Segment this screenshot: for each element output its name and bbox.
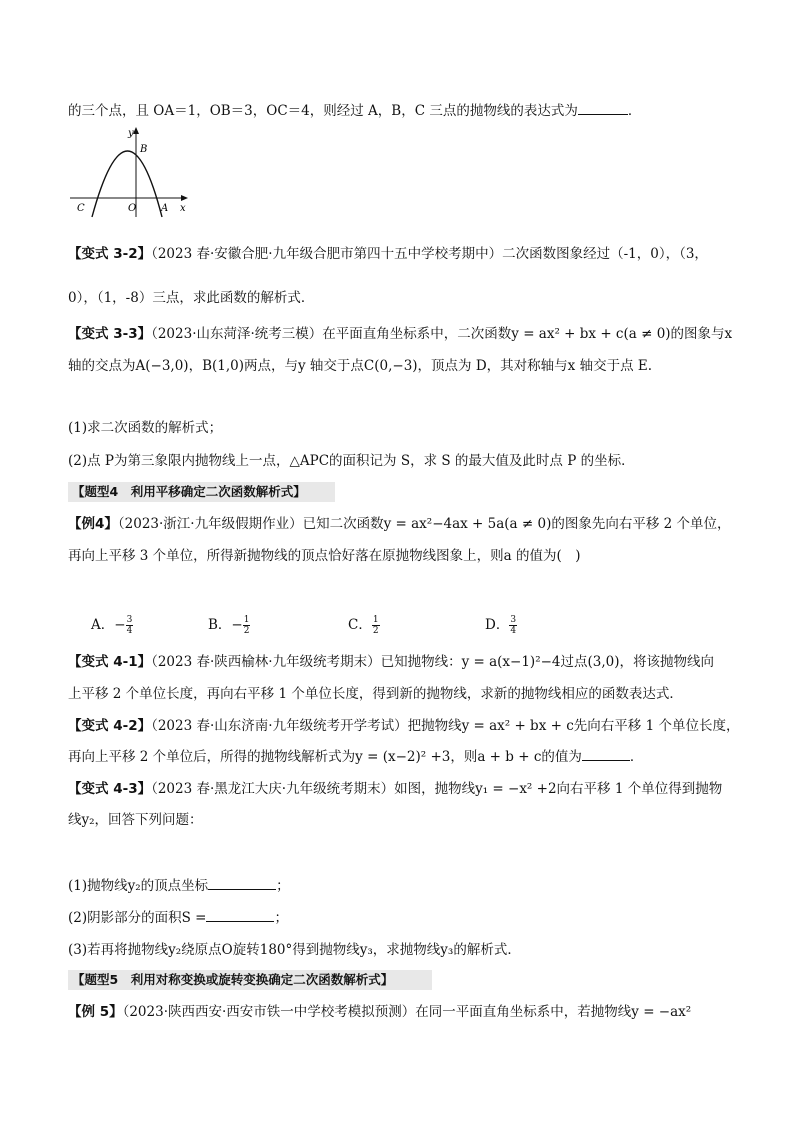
- variant-4-3-q2: (2)阴影部分的面积S = ；: [68, 910, 288, 926]
- variant-4-1-cont: 上平移 2 个单位长度，再向右平移 1 个单位长度，得到新的抛物线，求新的抛物线相应的函数表达式．: [68, 686, 683, 702]
- example-4-cont: 再向上平移 3 个单位，所得新抛物线的顶点恰好落在原抛物线图象上，则a 的值为( ): [68, 548, 581, 564]
- variant-3-2-cont: 0），（1，-8）三点，求此函数的解析式．: [68, 290, 315, 306]
- option-a[interactable]: A．− $\frac{3}{4}$: [91, 615, 133, 636]
- option-c[interactable]: C． $\frac{1}{2}$: [348, 615, 379, 636]
- variant-4-2: 【变式 4-2】（2023 春·山东济南·九年级统考开学考试）把抛物线y = ax² + bx + c先向右平移 1 个单位长度，: [68, 718, 740, 734]
- answer-blank: [582, 747, 630, 761]
- variant-4-3: 【变式 4-3】（2023 春·黑龙江大庆·九年级统考期末）如图，抛物线y₁ = −x² +2向右平移 1 个单位得到抛物: [68, 781, 723, 797]
- point-a-label: A: [161, 203, 169, 214]
- y-axis-label: y: [128, 128, 134, 139]
- origin-label: O: [128, 203, 137, 214]
- parabola-graph: [70, 125, 200, 220]
- example-4: 【例4】（2023·浙江·九年级假期作业）已知二次函数y = ax²−4ax + 5a(a ≠ 0)的图象先向右平移 2 个单位，: [68, 516, 731, 532]
- option-a-fraction: $\frac{3}{4}$: [126, 615, 133, 636]
- option-b[interactable]: B．− $\frac{1}{2}$: [208, 615, 250, 636]
- answer-blank: [206, 908, 274, 922]
- option-d[interactable]: D． $\frac{3}{4}$: [485, 615, 517, 636]
- option-b-fraction: $\frac{1}{2}$: [243, 615, 250, 636]
- variant-3-3-q1: (1)求二次函数的解析式；: [68, 420, 223, 436]
- point-b-label: B: [140, 144, 148, 155]
- variant-4-3-q3: (3)若再将抛物线y₂绕原点O旋转180°得到抛物线y₃，求抛物线y₃的解析式．: [68, 942, 521, 958]
- variant-4-2-cont: 再向上平移 2 个单位后，所得的抛物线解析式为y = (x−2)² +3，则a + b + c的值为 ．: [68, 749, 644, 765]
- variant-4-3-q1: (1)抛物线y₂的顶点坐标 ；: [68, 878, 290, 894]
- x-axis-label: x: [180, 203, 186, 214]
- example-5: 【例 5】（2023·陕西西安·西安市铁一中学校考模拟预测）在同一平面直角坐标系中，若抛物线y = −ax²: [68, 1004, 692, 1020]
- section-heading-5: 【题型5 利用对称变换或旋转变换确定二次函数解析式】: [68, 970, 432, 990]
- option-c-fraction: $\frac{1}{2}$: [372, 615, 379, 636]
- answer-blank: [208, 876, 276, 890]
- variant-3-3-q2: (2)点 P为第三象限内抛物线上一点，△APC的面积记为 S，求 S 的最大值及此时点 P 的坐标．: [68, 453, 635, 469]
- answer-blank: [578, 101, 628, 115]
- variant-4-1: 【变式 4-1】（2023 春·陕西榆林·九年级统考期末）已知抛物线：y = a(x−1)²−4过点(3,0)，将该抛物线向: [68, 654, 715, 670]
- option-d-fraction: $\frac{3}{4}$: [510, 615, 517, 636]
- variant-4-3-cont: 线y₂，回答下列问题：: [68, 812, 203, 828]
- variant-3-2: 【变式 3-2】（2023 春·安徽合肥·九年级合肥市第四十五中学校考期中）二次函数图象经过（-1，0），（3，: [68, 246, 708, 262]
- variant-3-3-cont: 轴的交点为A(−3,0)，B(1,0)两点，与y 轴交于点C(0,−3)，顶点为 D，其对称轴与x 轴交于点 E.: [68, 358, 653, 374]
- point-c-label: C: [77, 203, 85, 214]
- question-text: 的三个点，且 OA＝1，OB＝3，OC＝4，则经过 A，B，C 三点的抛物线的表达式为 ．: [68, 103, 642, 119]
- section-heading-4: 【题型4 利用平移确定二次函数解析式】: [68, 482, 335, 502]
- variant-3-3: 【变式 3-3】（2023·山东菏泽·统考三模）在平面直角坐标系中，二次函数y = ax² + bx + c(a ≠ 0)的图象与x: [68, 326, 733, 342]
